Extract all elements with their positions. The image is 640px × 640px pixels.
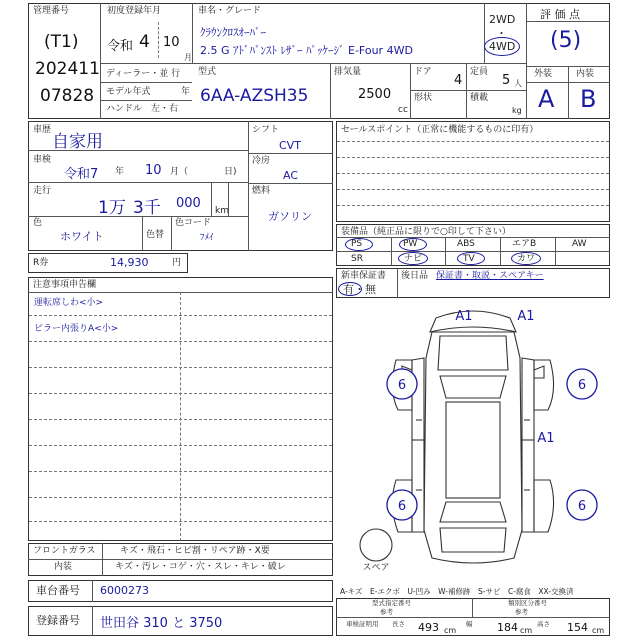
gaiso-grade: A — [538, 85, 555, 113]
shodo-month: 10 — [163, 35, 180, 50]
katashiki-sanko: 参考 — [380, 608, 393, 616]
drive-2wd: 2WD — [489, 13, 516, 26]
a1-front-left: A1 — [455, 309, 473, 324]
soubi-abs: ABS — [457, 239, 475, 249]
sekisai-label: 積載 — [470, 93, 489, 103]
soko-unit: km — [215, 206, 229, 216]
iro-value: ホワイト — [60, 230, 104, 243]
iro-label2: 色替 — [146, 230, 165, 240]
handle-label: ハンドル 左・右 — [106, 104, 179, 114]
spare-label: スペア — [362, 563, 390, 573]
a1-side: A1 — [537, 431, 555, 446]
car-damage-diagram — [336, 300, 610, 582]
cert-label: 車検証明用 — [346, 620, 379, 628]
shift-label: シフト — [252, 125, 280, 135]
sales-label: セールスポイント（正常に機能するものに印有） — [341, 125, 539, 135]
six-marker-2: 6 — [577, 378, 587, 393]
kouki-value: 保証書・取説・スペアキー — [436, 271, 544, 281]
six-marker-1: 6 — [397, 378, 407, 393]
teiin-label: 定員 — [470, 67, 489, 77]
soubi-navi: ナビ — [404, 254, 423, 264]
kanri-label: 管理番号 — [33, 6, 70, 16]
soubi-aw: AW — [572, 239, 587, 249]
sharyo-line2: 2.5 G ｱﾄﾞﾊﾞﾝｽﾄ ﾚｻﾞｰ ﾊﾟｯｹｰｼﾞ E-Four 4WD — [200, 44, 413, 57]
chui-note2: ピラー内張りA<小> — [34, 324, 119, 334]
len-unit: cm — [444, 626, 457, 635]
keijo-label: 形状 — [414, 93, 433, 103]
door-label: ドア — [414, 67, 432, 77]
shodo-era: 令和 — [107, 39, 134, 54]
shaken-label: 車検 — [33, 155, 52, 165]
len-value: 493 — [418, 621, 439, 634]
damage-legend: A-キズ E-エクボ U-凹み W-補修跡 S-サビ C-腐食 XX-交換済 — [340, 587, 574, 596]
shift-value: CVT — [279, 139, 301, 152]
iro-label: 色 — [33, 218, 43, 228]
soubi-kawa: カワ — [517, 254, 536, 264]
sales-frame — [336, 121, 610, 222]
soubi-airb: エアB — [512, 239, 537, 249]
toroku-value: 世田谷 310 と 3750 — [100, 616, 223, 631]
kanri-line2: 07828 — [40, 86, 95, 106]
sharyo-line1: ｸﾗｳﾝｸﾛｽｵｰﾊﾞｰ — [200, 26, 266, 39]
katashiki-label: 型式 — [198, 67, 217, 77]
shaken-month-unit: 月（ — [170, 167, 189, 177]
shaken-year-unit: 年 — [115, 167, 125, 177]
model-year-label: モデル年式 — [106, 87, 151, 97]
nenryo-label: 燃料 — [252, 186, 271, 196]
haikiryo-value: 2500 — [358, 87, 392, 102]
naiso-desc: キズ・汚レ・コゲ・穴・スレ・キレ・破レ — [115, 562, 286, 572]
teiin-unit: 人 — [514, 79, 522, 88]
hoshosho-label: 新車保証書 — [341, 271, 387, 281]
drive-dot: ・ — [496, 27, 507, 40]
width-unit: cm — [520, 626, 533, 635]
chui-note1: 運転席しわ<小> — [34, 298, 104, 308]
rken-frame — [28, 253, 188, 273]
soubi-pw: PW — [403, 239, 418, 249]
teiin-value: 5 — [502, 73, 511, 88]
glass-desc: キズ・飛石・ヒビ割・リペア跡・X要 — [120, 546, 270, 556]
rken-unit: 円 — [172, 258, 182, 268]
shodo-month-unit: 月 — [184, 53, 192, 62]
soko-label: 走行 — [33, 186, 52, 196]
shodo-year: 4 — [139, 32, 150, 52]
hyoka-score: (5) — [550, 28, 582, 53]
shareki-value: 自家用 — [52, 132, 103, 152]
hoshosho-value: 有・無 — [343, 283, 376, 296]
naiso-grade: B — [580, 85, 597, 113]
drive-4wd: 4WD — [489, 40, 516, 53]
height-value: 154 — [567, 621, 588, 634]
door-value: 4 — [454, 73, 463, 88]
shareki-label: 車歴 — [33, 125, 52, 135]
shodo-label: 初度登録年月 — [107, 6, 162, 16]
nenryo-value: ガソリン — [268, 210, 312, 223]
soubi-label: 装備品（純正品に限りで○印して下さい） — [341, 227, 511, 237]
len-label: 長さ — [392, 620, 405, 628]
six-marker-4: 6 — [577, 499, 587, 514]
width-value: 184 — [497, 621, 518, 634]
kanri-line1: 202411 — [35, 59, 100, 79]
soubi-sr: SR — [351, 254, 363, 264]
chadai-label: 車台番号 — [36, 584, 80, 597]
height-unit: cm — [592, 626, 605, 635]
top-frame — [28, 3, 610, 119]
ruibetsu-sanko: 参考 — [515, 608, 528, 616]
katashiki-value: 6AA-AZSH35 — [200, 86, 309, 106]
gaiso-label: 外装 — [534, 69, 553, 79]
hyoka-label: 評 価 点 — [540, 8, 580, 21]
ruibetsu-label: 類別区分番号 — [508, 599, 547, 607]
iro-code-label: 色コード — [175, 218, 212, 228]
chui-label: 注意事項申告欄 — [33, 280, 97, 290]
soubi-tv: TV — [463, 254, 475, 264]
sharyo-label: 車名・グレード — [198, 6, 262, 16]
chadai-value: 6000273 — [100, 584, 149, 597]
height-label: 高さ — [537, 620, 550, 628]
haikiryo-label: 排気量 — [334, 67, 362, 77]
soko-rest: 000 — [176, 196, 201, 211]
soubi-ps: PS — [351, 239, 363, 249]
haikiryo-unit: cc — [398, 105, 408, 115]
soko-sen: 3千 — [133, 198, 161, 218]
glass-label: フロントガラス — [33, 546, 96, 556]
shaken-day-unit: 日) — [224, 167, 237, 177]
a1-front-right: A1 — [517, 309, 535, 324]
model-year-unit: 年 — [181, 87, 191, 97]
toroku-label: 登録番号 — [36, 614, 80, 627]
six-marker-3: 6 — [397, 499, 407, 514]
kouki-label: 後日品 — [401, 271, 429, 281]
katashiki-shitei-label: 型式指定番号 — [372, 599, 411, 607]
shaken-month: 10 — [145, 163, 162, 178]
sekisai-unit: kg — [512, 106, 522, 115]
naiso-row-label: 内装 — [54, 562, 73, 572]
kanri-code: (T1) — [44, 32, 79, 52]
naiso-label: 内装 — [576, 69, 595, 79]
dealer-label: ディーラー・並 行 — [106, 69, 181, 79]
reibo-value: AC — [283, 169, 299, 182]
iro-code: ﾌﾒｲ — [200, 233, 214, 243]
width-label: 幅 — [466, 620, 473, 628]
soko-man: 1万 — [98, 198, 126, 218]
rken-label: R券 — [33, 258, 49, 268]
reibo-label: 冷房 — [252, 156, 271, 166]
rken-value: 14,930 — [110, 256, 149, 269]
shaken-era: 令和7 — [64, 167, 99, 182]
